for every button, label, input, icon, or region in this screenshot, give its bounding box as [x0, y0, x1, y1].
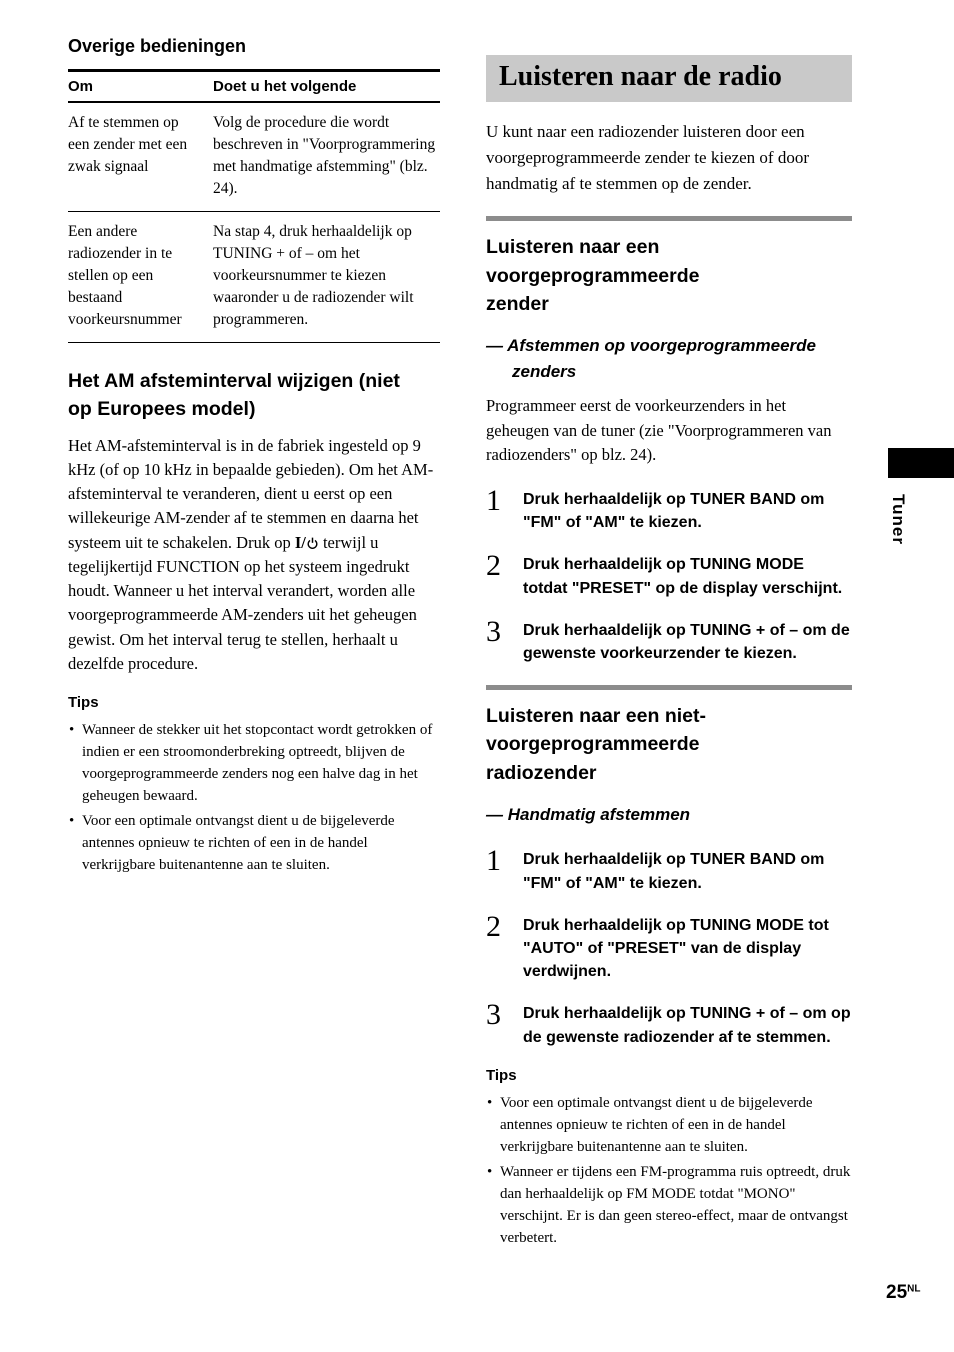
- tips-list: [68, 719, 440, 876]
- am-interval-title: Het AM afsteminterval wijzigen (niet op Europees model): [68, 370, 400, 421]
- table-cell-om: Een andere radiozender in te stellen op een bestaand voorkeursnummer: [68, 223, 182, 328]
- table-header-om: Om: [68, 78, 94, 95]
- step-text: Druk herhaaldelijk op TUNING + of – om de gewenste voorkeurzender te kiezen.: [523, 621, 850, 662]
- step-text: Druk herhaaldelijk op TUNING MODE totdat "PRESET" op de display verschijnt.: [523, 556, 843, 597]
- step-item: [486, 485, 852, 534]
- step-number: 2: [486, 909, 501, 943]
- tip-item: • Wanneer er tijdens een FM-programma ruis optreedt, druk dan herhaaldelijk op FM MODE totdat "MONO" verschijnt. Er is dan geen stereo-effect, maar de ontvangst verbetert.: [486, 1161, 852, 1249]
- am-interval-text-end: terwijl u tegelijkertijd FUNCTION op het systeem ingedrukt houdt. Wanneer u het interval verandert, worden alle voorgeprogrammeerde AM-zenders uit het geheugen gewist. Om het interval terug te stellen, herhaalt u dezelfde procedure.: [68, 532, 417, 673]
- step-item: [486, 616, 852, 665]
- other-operations-title: Overige bedieningen: [68, 36, 247, 56]
- step-number: 1: [486, 484, 501, 518]
- step-item: [486, 845, 852, 894]
- table-row: [68, 212, 440, 343]
- power-switch-label: I/: [294, 532, 306, 552]
- step-item: [486, 999, 852, 1048]
- section-divider: [486, 685, 852, 690]
- step-text: Druk herhaaldelijk op TUNER BAND om "FM" of "AM" te kiezen.: [523, 491, 825, 532]
- table-row: [68, 103, 440, 212]
- tip-item: • Voor een optimale ontvangst dient u de bijgeleverde antennes opnieuw te richten of een in de handel verkrijgbare buitenantenne aan te sluiten.: [68, 810, 440, 876]
- table-header-action: Doet u het volgende: [213, 78, 357, 95]
- preset-steps: [486, 485, 852, 665]
- step-text: Druk herhaaldelijk op TUNER BAND om "FM" of "AM" te kiezen.: [523, 851, 825, 892]
- tip-item: • Wanneer de stekker uit het stopcontact wordt getrokken of indien er een stroomonderbreking optreedt, blijven de voorgeprogrammeerde zenders nog een halve dag in het geheugen bewaard.: [68, 719, 440, 807]
- chapter-title: Luisteren naar de radio: [486, 55, 852, 102]
- manual-section-title: Luisteren naar een niet-voorgeprogrammeerde radiozender: [486, 705, 706, 784]
- table-cell-action: Na stap 4, druk herhaaldelijk op TUNING + of – om het voorkeursnummer te kiezen waaronder u de radiozender wilt programmeren.: [213, 223, 414, 328]
- page-number: [886, 1282, 920, 1304]
- power-icon: [306, 536, 319, 550]
- step-text: Druk herhaaldelijk op TUNING MODE tot "AUTO" of "PRESET" van de display verdwijnen.: [523, 916, 829, 981]
- tips-label: Tips: [486, 1066, 517, 1084]
- step-item: [486, 550, 852, 599]
- step-number: 1: [486, 844, 501, 878]
- operations-table: [68, 69, 440, 343]
- preset-section-title: Luisteren naar een voorgeprogrammeerde zender: [486, 236, 700, 316]
- step-number: 2: [486, 549, 501, 583]
- step-text: Druk herhaaldelijk op TUNING + of – om op de gewenste radiozender af te stemmen.: [523, 1005, 851, 1046]
- section-divider: [486, 216, 852, 221]
- step-item: [486, 911, 852, 984]
- left-column: [68, 36, 440, 879]
- section-tab-marker: [888, 448, 954, 478]
- table-cell-om: Af te stemmen op een zender met een zwak signaal: [68, 114, 188, 175]
- chapter-intro: U kunt naar een radiozender luisteren door een voorgeprogrammeerde zender te kiezen of door handmatig af te stemmen op de zender.: [486, 122, 810, 193]
- step-number: 3: [486, 998, 501, 1032]
- preset-section-subtitle: — Afstemmen op voorgeprogrammeerde zenders: [486, 336, 816, 381]
- step-number: 3: [486, 614, 501, 648]
- tips-label: Tips: [68, 694, 99, 712]
- tips-list: [486, 1092, 852, 1249]
- preset-section-body: Programmeer eerst de voorkeurzenders in het geheugen van de tuner (zie "Voorprogrammeren van radiozenders" op blz. 24).: [486, 396, 832, 464]
- am-interval-paragraph: [68, 434, 440, 677]
- tip-item: • Voor een optimale ontvangst dient u de bijgeleverde antennes opnieuw te richten of een in de handel verkrijgbare buitenantenne aan te sluiten.: [486, 1092, 852, 1158]
- manual-steps: [486, 845, 852, 1048]
- operations-table-header-row: [68, 72, 440, 103]
- page-number-region: NL: [907, 1283, 921, 1295]
- section-tab-label: Tuner: [889, 494, 908, 545]
- right-column: [486, 55, 852, 1252]
- manual-section-subtitle: — Handmatig afstemmen: [486, 804, 691, 824]
- am-interval-text-start: Het AM-afsteminterval is in de fabriek ingesteld op 9 kHz (of op 10 kHz in bepaalde gebieden). Om het AM-afsteminterval te veranderen, dient u eerst op een willekeurige AM-zender af te stemmen en daarna het systeem uit te schakelen. Druk op: [68, 435, 434, 552]
- table-cell-action: Volg de procedure die wordt beschreven in "Voorprogrammering met handmatige afstemming" (blz. 24).: [213, 114, 436, 197]
- page-number-value: 25: [886, 1282, 908, 1303]
